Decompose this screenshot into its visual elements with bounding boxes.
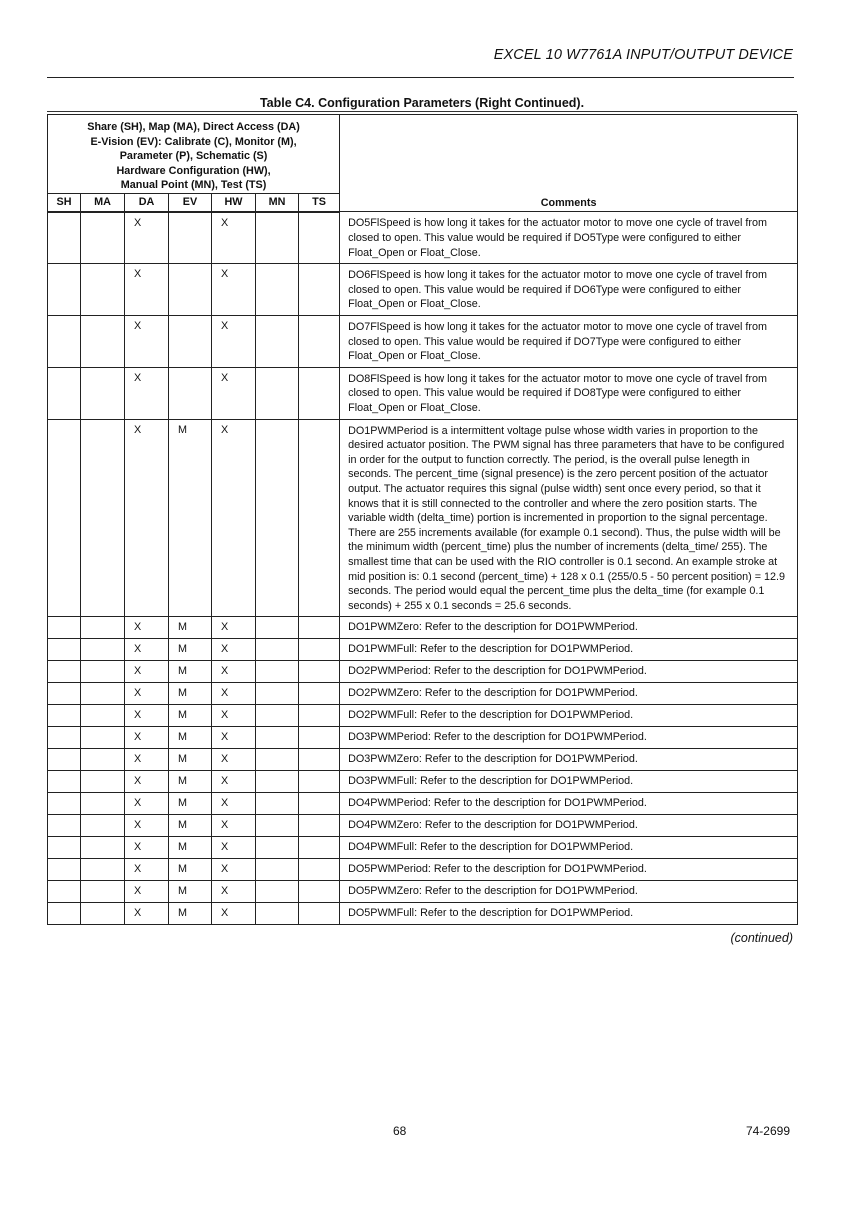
cell-mn bbox=[256, 749, 299, 771]
cell-mn bbox=[256, 617, 299, 639]
cell-comments: DO1PWMZero: Refer to the description for DO1PWMPeriod. bbox=[340, 617, 798, 639]
cell-ma bbox=[81, 837, 125, 859]
cell-ts bbox=[299, 264, 340, 316]
cell-comments: DO2PWMPeriod: Refer to the description for DO1PWMPeriod. bbox=[340, 661, 798, 683]
cell-ts bbox=[299, 837, 340, 859]
cell-ev: M bbox=[169, 815, 212, 837]
cell-hw: X bbox=[212, 881, 256, 903]
table-title: Table C4. Configuration Parameters (Right Continued). bbox=[259, 96, 585, 110]
cell-ev: M bbox=[169, 837, 212, 859]
cell-comments: DO3PWMFull: Refer to the description for DO1PWMPeriod. bbox=[340, 771, 798, 793]
table-row bbox=[48, 316, 798, 368]
cell-ma bbox=[81, 264, 125, 316]
cell-comments: DO3PWMZero: Refer to the description for DO1PWMPeriod. bbox=[340, 749, 798, 771]
cell-sh bbox=[48, 264, 81, 316]
cell-comments: DO2PWMZero: Refer to the description for DO1PWMPeriod. bbox=[340, 683, 798, 705]
cell-hw: X bbox=[212, 419, 256, 617]
table-row bbox=[48, 859, 798, 881]
cell-ts bbox=[299, 881, 340, 903]
cell-ma bbox=[81, 661, 125, 683]
cell-comments: DO4PWMZero: Refer to the description for DO1PWMPeriod. bbox=[340, 815, 798, 837]
legend-line: Share (SH), Map (MA), Direct Access (DA) bbox=[87, 121, 300, 133]
cell-hw: X bbox=[212, 683, 256, 705]
cell-sh bbox=[48, 683, 81, 705]
cell-hw: X bbox=[212, 749, 256, 771]
table-row bbox=[48, 705, 798, 727]
cell-sh bbox=[48, 639, 81, 661]
table-row bbox=[48, 264, 798, 316]
cell-ma bbox=[81, 793, 125, 815]
cell-da: X bbox=[125, 639, 169, 661]
cell-ts bbox=[299, 661, 340, 683]
header-rule bbox=[47, 77, 794, 78]
table-row bbox=[48, 683, 798, 705]
cell-ma bbox=[81, 617, 125, 639]
cell-ev: M bbox=[169, 793, 212, 815]
cell-sh bbox=[48, 727, 81, 749]
cell-ev: M bbox=[169, 617, 212, 639]
cell-comments: DO8FlSpeed is how long it takes for the actuator motor to move one cycle of travel from closed to open. This value would be required if DO8Type were configured to either Float_Open or Float_Close. bbox=[340, 367, 798, 419]
cell-sh bbox=[48, 837, 81, 859]
cell-ts bbox=[299, 859, 340, 881]
cell-comments: DO5PWMPeriod: Refer to the description for DO1PWMPeriod. bbox=[340, 859, 798, 881]
cell-mn bbox=[256, 837, 299, 859]
table-body bbox=[48, 212, 798, 925]
table-row bbox=[48, 749, 798, 771]
cell-comments: DO4PWMPeriod: Refer to the description for DO1PWMPeriod. bbox=[340, 793, 798, 815]
cell-hw: X bbox=[212, 771, 256, 793]
cell-ma bbox=[81, 859, 125, 881]
cell-sh bbox=[48, 793, 81, 815]
cell-mn bbox=[256, 793, 299, 815]
continued-note: (continued) bbox=[730, 931, 793, 945]
column-header-ev: EV bbox=[169, 193, 212, 212]
cell-da: X bbox=[125, 316, 169, 368]
cell-ts bbox=[299, 212, 340, 264]
cell-da: X bbox=[125, 903, 169, 925]
cell-sh bbox=[48, 859, 81, 881]
cell-sh bbox=[48, 419, 81, 617]
cell-da: X bbox=[125, 264, 169, 316]
table-row bbox=[48, 419, 798, 617]
cell-ma bbox=[81, 367, 125, 419]
table-row bbox=[48, 661, 798, 683]
cell-hw: X bbox=[212, 264, 256, 316]
cell-comments: DO5FlSpeed is how long it takes for the actuator motor to move one cycle of travel from closed to open. This value would be required if DO5Type were configured to either Float_Open or Float_Close. bbox=[340, 212, 798, 264]
cell-comments: DO5PWMZero: Refer to the description for DO1PWMPeriod. bbox=[340, 881, 798, 903]
cell-ev bbox=[169, 316, 212, 368]
legend-row bbox=[48, 115, 798, 194]
cell-ma bbox=[81, 705, 125, 727]
cell-ev: M bbox=[169, 727, 212, 749]
cell-ev: M bbox=[169, 859, 212, 881]
cell-mn bbox=[256, 815, 299, 837]
cell-mn bbox=[256, 419, 299, 617]
table-row bbox=[48, 881, 798, 903]
cell-sh bbox=[48, 903, 81, 925]
cell-ts bbox=[299, 683, 340, 705]
cell-sh bbox=[48, 661, 81, 683]
cell-mn bbox=[256, 771, 299, 793]
cell-comments: DO4PWMFull: Refer to the description for DO1PWMPeriod. bbox=[340, 837, 798, 859]
cell-ma bbox=[81, 212, 125, 264]
cell-hw: X bbox=[212, 903, 256, 925]
cell-ev: M bbox=[169, 771, 212, 793]
cell-ma bbox=[81, 639, 125, 661]
cell-hw: X bbox=[212, 705, 256, 727]
cell-sh bbox=[48, 881, 81, 903]
cell-comments: DO6FlSpeed is how long it takes for the actuator motor to move one cycle of travel from closed to open. This value would be required if DO6Type were configured to either Float_Open or Float_Close. bbox=[340, 264, 798, 316]
cell-da: X bbox=[125, 705, 169, 727]
cell-ts bbox=[299, 705, 340, 727]
cell-hw: X bbox=[212, 859, 256, 881]
cell-comments: DO1PWMFull: Refer to the description for DO1PWMPeriod. bbox=[340, 639, 798, 661]
cell-ev: M bbox=[169, 419, 212, 617]
table-row bbox=[48, 639, 798, 661]
cell-mn bbox=[256, 705, 299, 727]
cell-ev: M bbox=[169, 705, 212, 727]
cell-hw: X bbox=[212, 815, 256, 837]
cell-ma bbox=[81, 419, 125, 617]
cell-ts bbox=[299, 419, 340, 617]
table-row bbox=[48, 815, 798, 837]
cell-mn bbox=[256, 903, 299, 925]
cell-ma bbox=[81, 903, 125, 925]
cell-hw: X bbox=[212, 212, 256, 264]
legend-line: Manual Point (MN), Test (TS) bbox=[120, 179, 267, 192]
cell-hw: X bbox=[212, 837, 256, 859]
cell-ev: M bbox=[169, 639, 212, 661]
cell-ma bbox=[81, 316, 125, 368]
cell-sh bbox=[48, 705, 81, 727]
cell-comments: DO1PWMPeriod is a intermittent voltage pulse whose width varies in proportion to the desired actuator position. The PWM signal has three parameters that have to be configured in order for the output to function correctly. The period, is the overall pulse lenegth in seconds. The percent_time (signal presence) is the zero percent position of the actuator output. The actuator requires this signal (pulse width) sent once every period, so that it knows that it is still connected to the controller and where the zero position starts. The variable width (delta_time) portion is incremented in proportion to the signal percentage. There are 255 increments available (for example 0.1 second). Thus, the pulse width will be the minimum width (percent_time) plus the number of increments (delta_time/ 255). The smallest time that can be used with the RIO controller is 0.1 second. An example stroke at mid position is: 0.1 second (percent_time) + 128 x 0.1 (255/0.5 - 50 percent position) = 12.9 seconds. The period would equal the percent_time plus the delta_time (for example 0.1 seconds) + 255 x 0.1 seconds = 25.6 seconds. bbox=[340, 419, 798, 617]
cell-da: X bbox=[125, 617, 169, 639]
cell-ts bbox=[299, 903, 340, 925]
cell-sh bbox=[48, 617, 81, 639]
cell-ts bbox=[299, 749, 340, 771]
cell-da: X bbox=[125, 749, 169, 771]
cell-ev: M bbox=[169, 881, 212, 903]
cell-ev: M bbox=[169, 903, 212, 925]
cell-comments: DO7FlSpeed is how long it takes for the actuator motor to move one cycle of travel from closed to open. This value would be required if DO7Type were configured to either Float_Open or Float_Close. bbox=[340, 316, 798, 368]
column-header-da: DA bbox=[125, 193, 169, 212]
configuration-parameters-table bbox=[47, 114, 798, 925]
cell-da: X bbox=[125, 815, 169, 837]
cell-ts bbox=[299, 793, 340, 815]
table-row bbox=[48, 903, 798, 925]
cell-mn bbox=[256, 683, 299, 705]
cell-hw: X bbox=[212, 793, 256, 815]
cell-da: X bbox=[125, 837, 169, 859]
page-number: 68 bbox=[393, 1124, 407, 1138]
table-row bbox=[48, 771, 798, 793]
table-row bbox=[48, 727, 798, 749]
cell-mn bbox=[256, 264, 299, 316]
legend-line: Parameter (P), Schematic (S) bbox=[119, 150, 268, 163]
cell-ev: M bbox=[169, 749, 212, 771]
cell-mn bbox=[256, 661, 299, 683]
cell-sh bbox=[48, 212, 81, 264]
cell-da: X bbox=[125, 771, 169, 793]
cell-mn bbox=[256, 727, 299, 749]
cell-ts bbox=[299, 367, 340, 419]
cell-comments: DO5PWMFull: Refer to the description for DO1PWMPeriod. bbox=[340, 903, 798, 925]
cell-ts bbox=[299, 639, 340, 661]
document-number: 74-2699 bbox=[745, 1124, 790, 1138]
cell-ts bbox=[299, 316, 340, 368]
cell-da: X bbox=[125, 859, 169, 881]
cell-sh bbox=[48, 316, 81, 368]
cell-sh bbox=[48, 815, 81, 837]
cell-ts bbox=[299, 617, 340, 639]
cell-mn bbox=[256, 881, 299, 903]
cell-da: X bbox=[125, 419, 169, 617]
cell-ts bbox=[299, 771, 340, 793]
legend-line: Hardware Configuration (HW), bbox=[116, 164, 271, 177]
cell-ts bbox=[299, 815, 340, 837]
cell-da: X bbox=[125, 793, 169, 815]
legend-cell bbox=[48, 115, 340, 194]
column-header-ts: TS bbox=[299, 193, 340, 212]
column-header-ma: MA bbox=[81, 193, 125, 212]
cell-hw: X bbox=[212, 367, 256, 419]
column-header-sh: SH bbox=[48, 193, 81, 212]
cell-comments: DO3PWMPeriod: Refer to the description for DO1PWMPeriod. bbox=[340, 727, 798, 749]
cell-sh bbox=[48, 749, 81, 771]
cell-ev: M bbox=[169, 661, 212, 683]
cell-ma bbox=[81, 727, 125, 749]
cell-da: X bbox=[125, 661, 169, 683]
cell-ts bbox=[299, 727, 340, 749]
cell-da: X bbox=[125, 212, 169, 264]
page-header-title: EXCEL 10 W7761A INPUT/OUTPUT DEVICE bbox=[493, 47, 793, 63]
cell-hw: X bbox=[212, 727, 256, 749]
cell-da: X bbox=[125, 683, 169, 705]
cell-mn bbox=[256, 316, 299, 368]
cell-hw: X bbox=[212, 316, 256, 368]
cell-ma bbox=[81, 881, 125, 903]
cell-da: X bbox=[125, 727, 169, 749]
cell-ev bbox=[169, 367, 212, 419]
cell-sh bbox=[48, 771, 81, 793]
cell-ma bbox=[81, 771, 125, 793]
table-row bbox=[48, 793, 798, 815]
table-row bbox=[48, 367, 798, 419]
cell-hw: X bbox=[212, 639, 256, 661]
cell-da: X bbox=[125, 881, 169, 903]
cell-ma bbox=[81, 683, 125, 705]
cell-mn bbox=[256, 212, 299, 264]
table-row bbox=[48, 837, 798, 859]
cell-ev bbox=[169, 264, 212, 316]
cell-ma bbox=[81, 815, 125, 837]
cell-mn bbox=[256, 859, 299, 881]
table-row bbox=[48, 617, 798, 639]
cell-ev bbox=[169, 212, 212, 264]
cell-hw: X bbox=[212, 617, 256, 639]
cell-mn bbox=[256, 367, 299, 419]
column-header-comments: Comments bbox=[340, 115, 798, 212]
column-header-mn: MN bbox=[256, 193, 299, 212]
cell-mn bbox=[256, 639, 299, 661]
cell-comments: DO2PWMFull: Refer to the description for DO1PWMPeriod. bbox=[340, 705, 798, 727]
legend-line: E-Vision (EV): Calibrate (C), Monitor (M), bbox=[90, 135, 297, 148]
table-row bbox=[48, 212, 798, 264]
cell-sh bbox=[48, 367, 81, 419]
cell-ev: M bbox=[169, 683, 212, 705]
cell-ma bbox=[81, 749, 125, 771]
cell-da: X bbox=[125, 367, 169, 419]
column-header-hw: HW bbox=[212, 193, 256, 212]
title-rule bbox=[47, 111, 797, 112]
cell-hw: X bbox=[212, 661, 256, 683]
